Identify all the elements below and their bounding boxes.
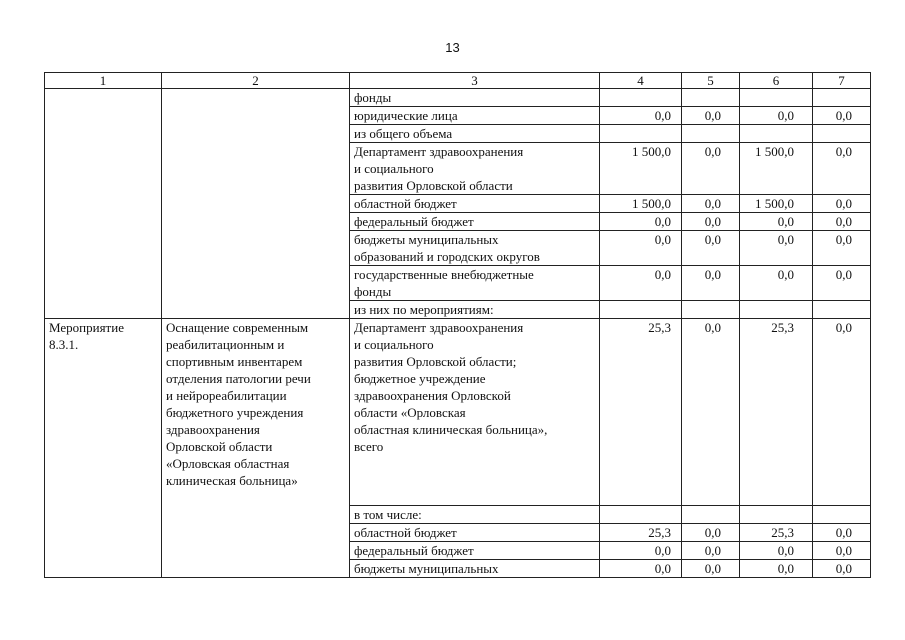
value-cell — [600, 89, 682, 107]
description-cell: Департамент здравоохранения и социального развития Орловской области; бюджетное учреждение здравоохранения Орловской области «Орловская областная клиническая больница», всего — [350, 319, 600, 506]
value-cell: 0,0 — [813, 560, 871, 578]
value-cell: 0,0 — [740, 213, 813, 231]
description-cell: областной бюджет — [350, 524, 600, 542]
description-cell: областной бюджет — [350, 195, 600, 213]
value-cell: 0,0 — [682, 213, 740, 231]
value-cell: 0,0 — [813, 195, 871, 213]
value-cell: 0,0 — [600, 542, 682, 560]
description-cell: федеральный бюджет — [350, 542, 600, 560]
value-cell: 0,0 — [813, 319, 871, 506]
description-cell: юридические лица — [350, 107, 600, 125]
value-cell: 0,0 — [682, 143, 740, 195]
empty-title-cell — [162, 89, 350, 319]
value-cell: 0,0 — [682, 266, 740, 301]
value-cell: 0,0 — [682, 231, 740, 266]
value-cell — [682, 301, 740, 319]
value-cell: 0,0 — [813, 231, 871, 266]
value-cell — [682, 506, 740, 524]
value-cell — [813, 506, 871, 524]
value-cell: 0,0 — [740, 266, 813, 301]
column-header: 6 — [740, 73, 813, 89]
value-cell — [740, 506, 813, 524]
description-cell: Департамент здравоохранения и социального развития Орловской области — [350, 143, 600, 195]
value-cell: 0,0 — [682, 195, 740, 213]
value-cell: 0,0 — [600, 213, 682, 231]
column-header: 4 — [600, 73, 682, 89]
description-cell: федеральный бюджет — [350, 213, 600, 231]
value-cell — [600, 506, 682, 524]
column-header: 7 — [813, 73, 871, 89]
column-header: 2 — [162, 73, 350, 89]
table-row — [45, 89, 871, 107]
value-cell: 0,0 — [813, 524, 871, 542]
value-cell: 0,0 — [813, 266, 871, 301]
description-cell: из них по мероприятиям: — [350, 301, 600, 319]
value-cell: 25,3 — [600, 524, 682, 542]
value-cell: 0,0 — [682, 542, 740, 560]
value-cell: 0,0 — [813, 213, 871, 231]
value-cell: 25,3 — [600, 319, 682, 506]
value-cell — [740, 89, 813, 107]
header-row — [45, 73, 871, 89]
value-cell — [740, 301, 813, 319]
value-cell: 0,0 — [740, 231, 813, 266]
value-cell — [682, 89, 740, 107]
value-cell: 1 500,0 — [600, 143, 682, 195]
value-cell: 1 500,0 — [600, 195, 682, 213]
value-cell: 0,0 — [740, 560, 813, 578]
table-row — [45, 319, 871, 506]
description-cell: бюджеты муниципальных — [350, 560, 600, 578]
measure-title-cell: Оснащение современным реабилитационным и спортивным инвентарем отделения патологии речи и нейрореабилитации бюджетного учреждения здравоохранения Орловской области «Орловская областная клиническая больница» — [162, 319, 350, 578]
empty-code-cell — [45, 89, 162, 319]
value-cell: 0,0 — [682, 319, 740, 506]
value-cell: 1 500,0 — [740, 143, 813, 195]
value-cell: 0,0 — [600, 231, 682, 266]
value-cell: 0,0 — [682, 107, 740, 125]
value-cell: 25,3 — [740, 524, 813, 542]
budget-table — [44, 72, 871, 578]
value-cell — [682, 125, 740, 143]
value-cell: 0,0 — [813, 107, 871, 125]
value-cell: 0,0 — [600, 560, 682, 578]
value-cell: 0,0 — [600, 266, 682, 301]
value-cell — [600, 125, 682, 143]
value-cell: 25,3 — [740, 319, 813, 506]
value-cell — [813, 125, 871, 143]
value-cell: 0,0 — [600, 107, 682, 125]
column-header: 1 — [45, 73, 162, 89]
value-cell: 0,0 — [740, 542, 813, 560]
value-cell — [813, 89, 871, 107]
value-cell: 0,0 — [682, 524, 740, 542]
description-cell: в том числе: — [350, 506, 600, 524]
description-cell: государственные внебюджетные фонды — [350, 266, 600, 301]
value-cell — [740, 125, 813, 143]
value-cell: 0,0 — [740, 107, 813, 125]
value-cell: 0,0 — [813, 542, 871, 560]
page-number: 13 — [445, 40, 460, 55]
value-cell — [813, 301, 871, 319]
value-cell — [600, 301, 682, 319]
value-cell: 0,0 — [682, 560, 740, 578]
value-cell: 1 500,0 — [740, 195, 813, 213]
column-header: 5 — [682, 73, 740, 89]
description-cell: фонды — [350, 89, 600, 107]
description-cell: из общего объема — [350, 125, 600, 143]
column-header: 3 — [350, 73, 600, 89]
measure-code-cell: Мероприятие 8.3.1. — [45, 319, 162, 578]
value-cell: 0,0 — [813, 143, 871, 195]
description-cell: бюджеты муниципальных образований и городских округов — [350, 231, 600, 266]
